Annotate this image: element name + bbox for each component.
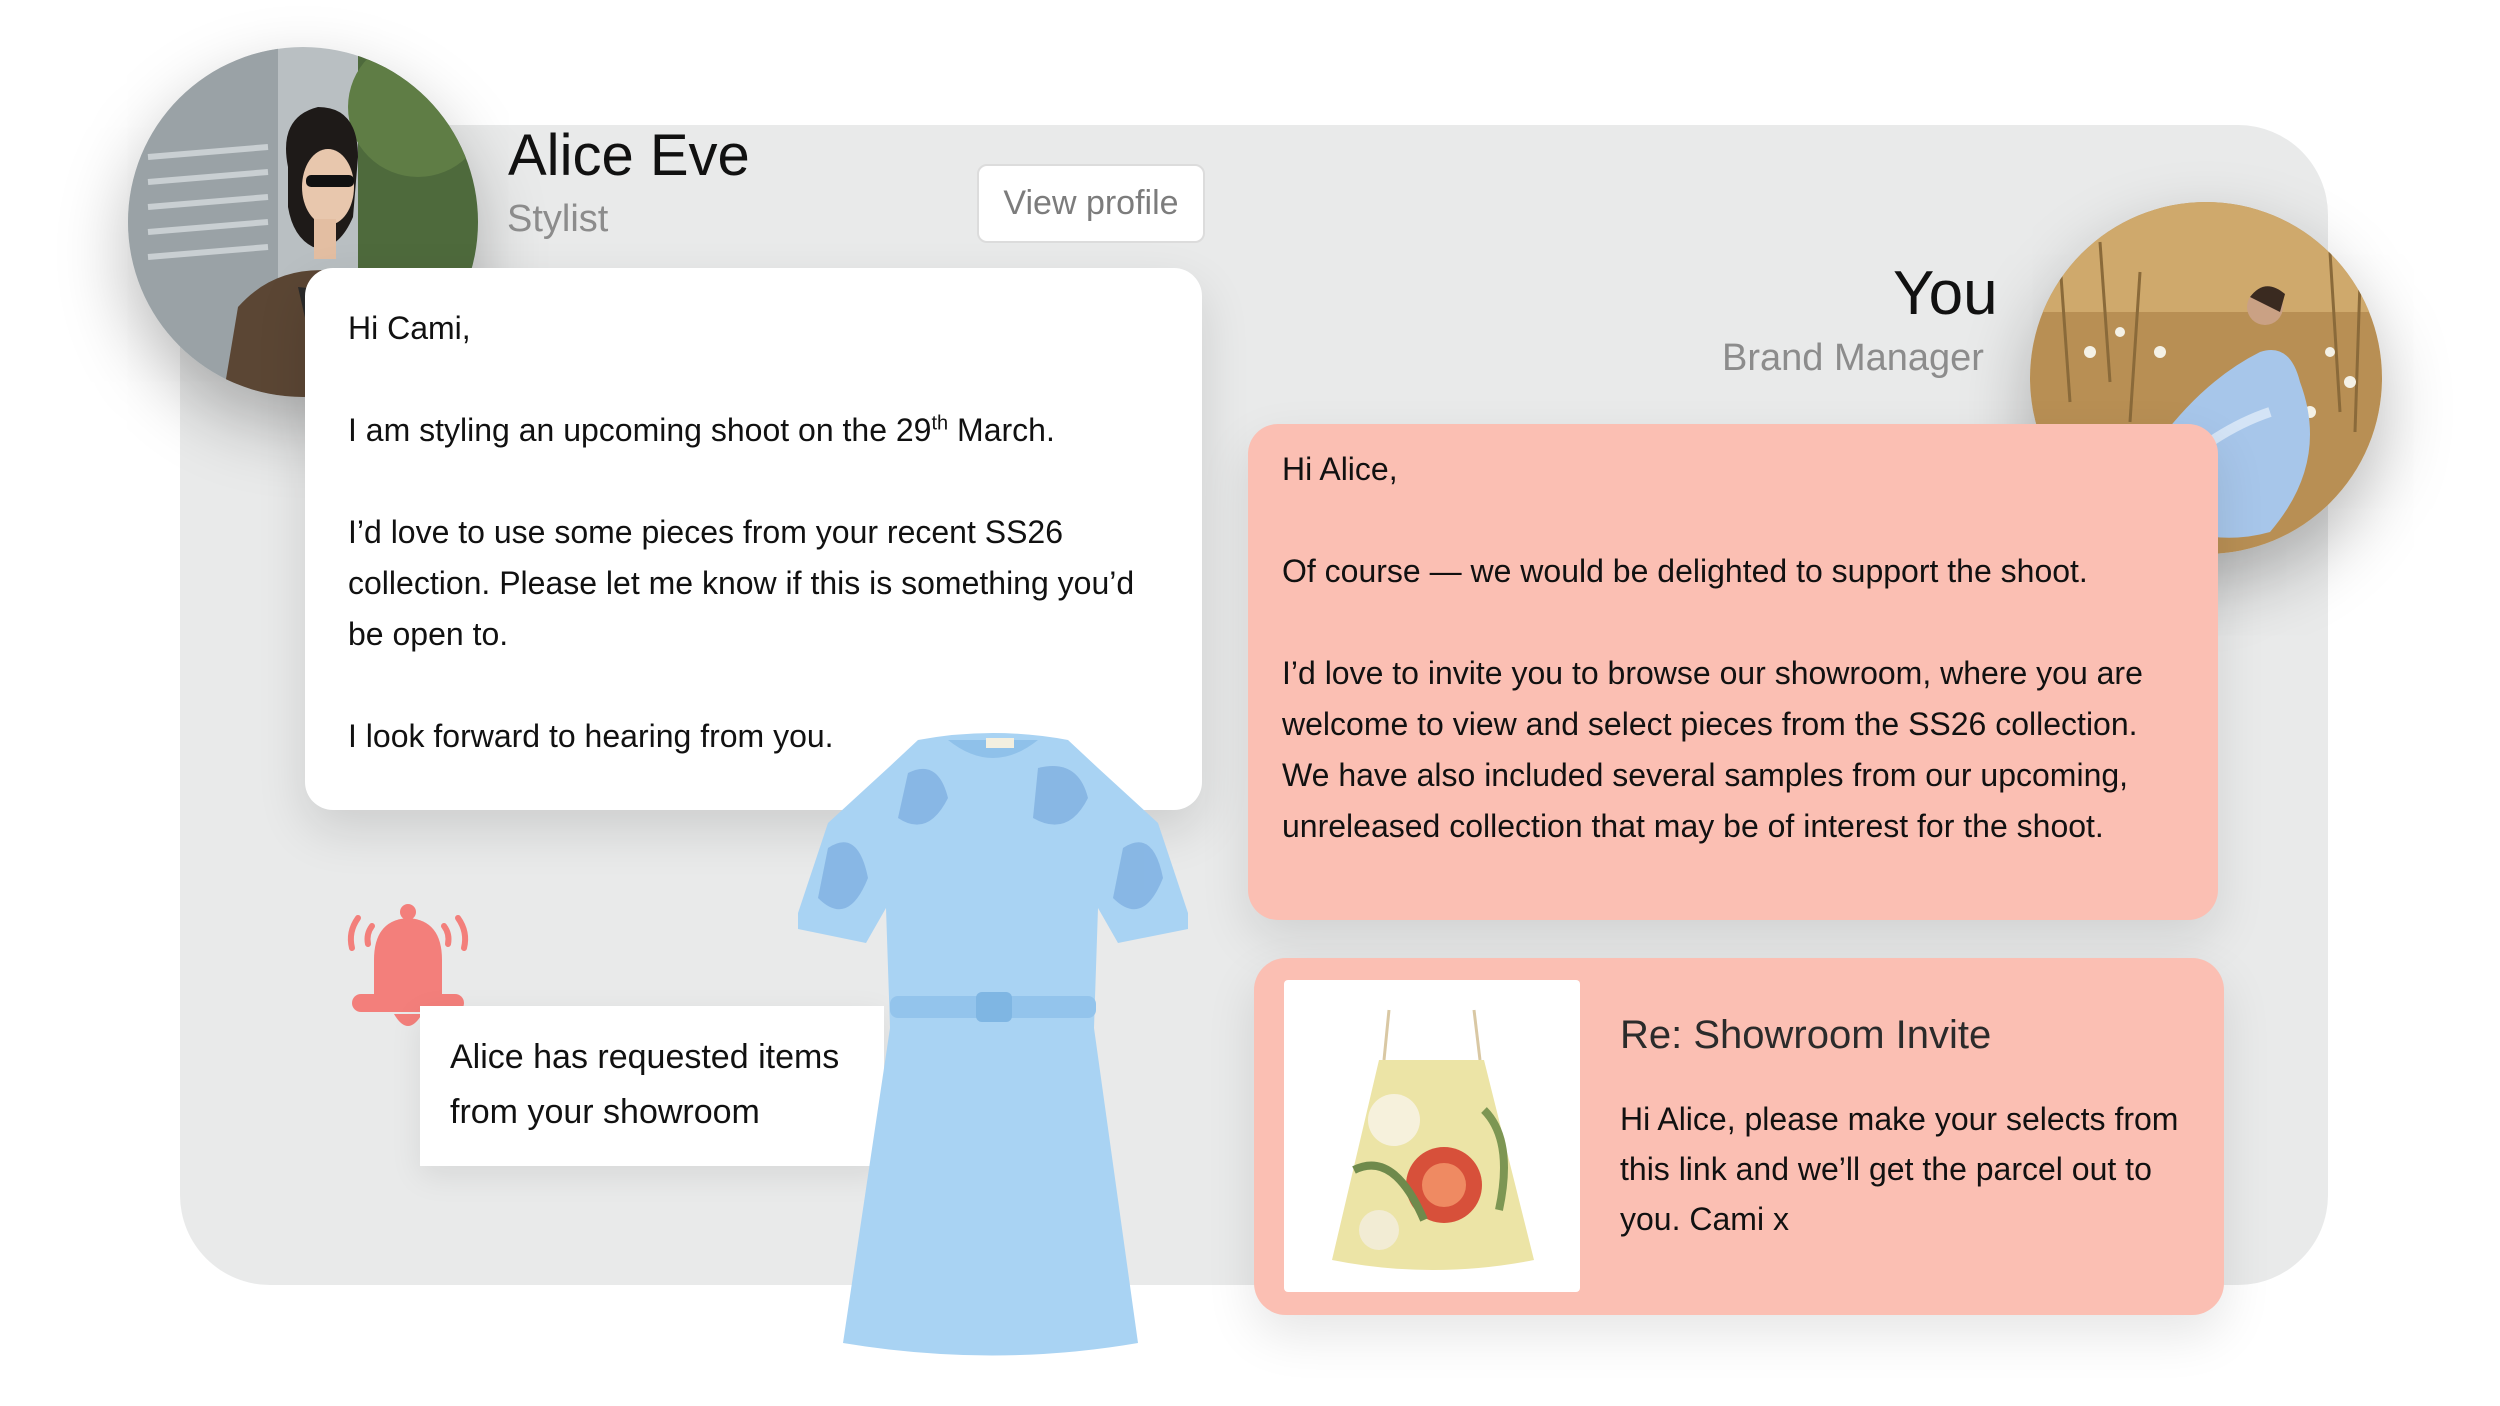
user-name: You: [1893, 259, 1998, 328]
blue-dress-image: [798, 728, 1188, 1360]
reply-line-invite: I’d love to invite you to browse our showroom, where you are welcome to view and select pieces from the SS26 collection. We have also included several samples from our upcoming, unreleased collection that may be of interest for the shoot.: [1282, 655, 2143, 844]
reply-greeting: Hi Alice,: [1282, 451, 1398, 487]
stylist-line-closing: I look forward to hearing from you.: [348, 718, 834, 754]
reply-line-support: Of course — we would be delighted to support the shoot.: [1282, 553, 2088, 589]
stylist-line-request: I’d love to use some pieces from your recent SS26 collection. Please let me know if this is something you’d be open to.: [348, 514, 1135, 652]
notification-text-line1: Alice has requested items: [450, 1038, 840, 1076]
stylist-greeting: Hi Cami,: [348, 310, 471, 346]
view-profile-button[interactable]: View profile: [977, 164, 1205, 243]
user-role: Brand Manager: [1722, 337, 1984, 379]
showroom-invite-card[interactable]: [1254, 958, 2224, 1315]
invite-subject: Re: Showroom Invite: [1620, 1013, 1992, 1057]
user-reply-bubble: [1248, 424, 2218, 920]
stylist-line-shoot: I am styling an upcoming shoot on the 29th March.: [348, 412, 1055, 448]
invite-body: Hi Alice, please make your selects from this link and we’ll get the parcel out to you. Cami x: [1620, 1101, 2179, 1237]
floral-top-image: [1284, 980, 1580, 1292]
stylist-name: Alice Eve: [508, 123, 750, 188]
stylist-role: Stylist: [507, 198, 609, 240]
invite-product-thumbnail[interactable]: [1284, 980, 1580, 1292]
notification-text-line2: from your showroom: [450, 1093, 760, 1131]
